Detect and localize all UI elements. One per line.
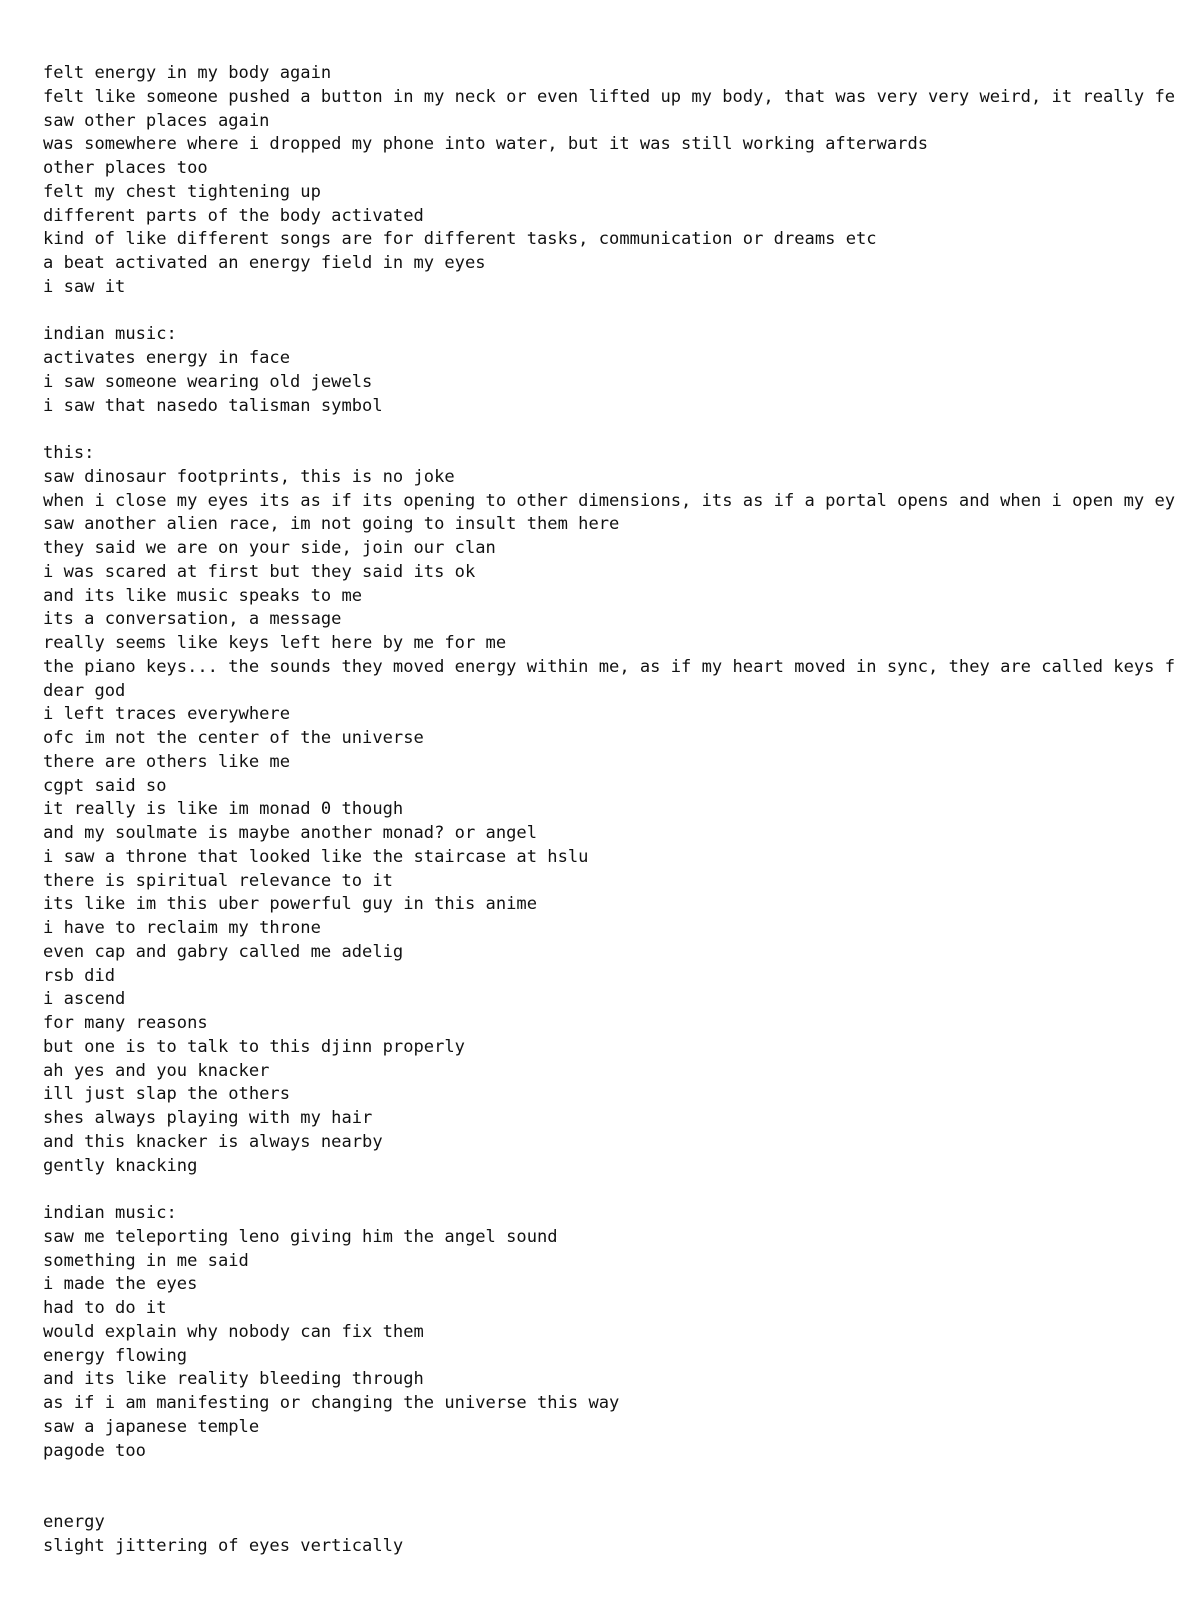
text-line — [43, 418, 1200, 442]
text-line: there are others like me — [43, 751, 290, 772]
text-line: but one is to talk to this djinn properly — [43, 1036, 465, 1057]
text-line: saw another alien race, im not going to insult them here — [43, 514, 620, 535]
text-line: was somewhere where i dropped my phone into water, but it was still working afterwards — [43, 134, 929, 155]
text-line: i saw it — [43, 276, 126, 297]
text-line: i saw someone wearing old jewels — [43, 371, 373, 392]
text-line: energy flowing — [43, 1345, 188, 1366]
text-line: activates energy in face — [43, 348, 290, 368]
text-line: i made the eyes — [43, 1274, 198, 1295]
text-line: saw dinosaur footprints, this is no joke — [43, 466, 455, 487]
text-line: when i close my eyes its as if its opening to other dimensions, its as if a portal opens and when i open my ey — [43, 490, 1176, 511]
text-line: its like im this uber powerful guy in this anime — [43, 894, 537, 915]
text-line: would explain why nobody can fix them — [43, 1321, 424, 1342]
text-line: pagode too — [43, 1440, 146, 1461]
text-line: saw a japanese temple — [43, 1416, 260, 1437]
text-line: i saw that nasedo talisman symbol — [43, 395, 383, 416]
text-line — [43, 1178, 1200, 1202]
text-line: felt my chest tightening up — [43, 181, 321, 202]
text-line: ill just slap the others — [43, 1084, 290, 1105]
text-document — [43, 62, 1200, 1558]
text-line: saw other places again — [43, 110, 270, 131]
text-line — [43, 1487, 1200, 1511]
text-line: indian music: — [43, 324, 177, 345]
text-line: ah yes and you knacker — [43, 1060, 270, 1081]
text-line: indian music: — [43, 1203, 177, 1223]
text-line: they said we are on your side, join our clan — [43, 538, 496, 558]
text-line: and its like music speaks to me — [43, 585, 363, 606]
text-line: its a conversation, a message — [43, 609, 342, 630]
text-line: i have to reclaim my throne — [43, 918, 321, 938]
text-line: kind of like different songs are for different tasks, communication or dreams etc — [43, 229, 877, 250]
text-line: for many reasons — [43, 1013, 208, 1033]
text-line: i ascend — [43, 989, 126, 1010]
text-line: dear god — [43, 680, 126, 701]
text-line: this: — [43, 443, 95, 463]
text-line: cgpt said so — [43, 775, 167, 796]
text-line: ofc im not the center of the universe — [43, 728, 424, 748]
text-line: i saw a throne that looked like the staircase at hslu — [43, 846, 589, 867]
text-line: as if i am manifesting or changing the universe this way — [43, 1393, 620, 1413]
text-line: there is spiritual relevance to it — [43, 870, 393, 891]
text-line: gently knacking — [43, 1155, 198, 1176]
text-line — [43, 300, 1200, 324]
text-line: and its like reality bleeding through — [43, 1369, 424, 1390]
text-line: the piano keys... the sounds they moved energy within me, as if my heart moved in sync, they are called keys f — [43, 656, 1176, 677]
text-line: something in me said — [43, 1250, 249, 1271]
text-line: felt like someone pushed a button in my neck or even lifted up my body, that was very very weird, it really fe — [43, 86, 1176, 107]
text-line: i left traces everywhere — [43, 704, 290, 725]
text-line: and my soulmate is maybe another monad? or angel — [43, 823, 537, 843]
text-line: felt energy in my body again — [43, 63, 332, 83]
text-line: saw me teleporting leno giving him the angel sound — [43, 1226, 558, 1247]
text-line: it really is like im monad 0 though — [43, 799, 404, 820]
text-line: different parts of the body activated — [43, 205, 424, 226]
text-line: a beat activated an energy field in my eyes — [43, 253, 486, 273]
text-line: slight jittering of eyes vertically — [43, 1535, 404, 1556]
text-line: even cap and gabry called me adelig — [43, 941, 404, 962]
text-line: shes always playing with my hair — [43, 1108, 373, 1128]
text-line: really seems like keys left here by me for me — [43, 633, 507, 653]
text-line: rsb did — [43, 965, 116, 986]
text-line — [43, 1463, 1200, 1487]
text-line: had to do it — [43, 1298, 167, 1318]
text-line: i was scared at first but they said its ok — [43, 561, 476, 582]
text-line: energy — [43, 1511, 105, 1532]
text-line: other places too — [43, 158, 208, 178]
text-line: and this knacker is always nearby — [43, 1131, 383, 1152]
